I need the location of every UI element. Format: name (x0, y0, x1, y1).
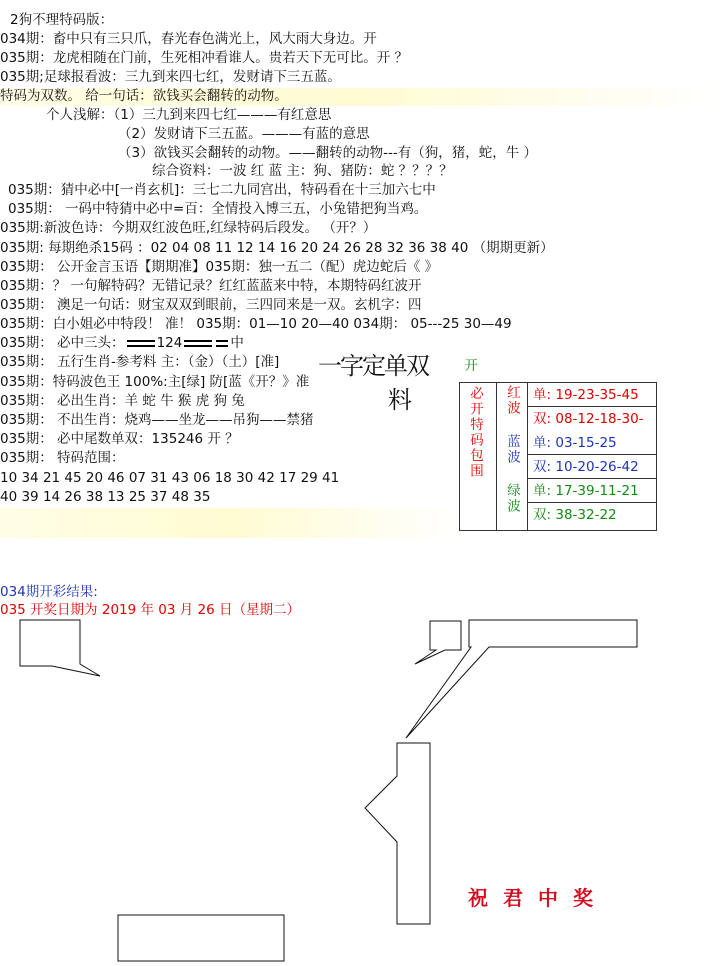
row-value: 10-20-26-42 (555, 458, 639, 475)
row-blue-double (528, 455, 656, 479)
text-line: 035期： 必中尾数单双：135246 开 ？ (0, 431, 239, 447)
row-label: 单: (533, 434, 552, 451)
text-line: 035期： 公开金言玉语【期期准】035期：独一五二（配）虎边蛇后《 》 (0, 259, 439, 275)
bar-icon (127, 340, 155, 347)
callout-arrow-shape (365, 743, 430, 924)
row-green-double (528, 503, 656, 527)
box-open-label: 开 (464, 358, 478, 374)
row-red-single (528, 383, 656, 407)
row-label: 双: (533, 506, 552, 523)
text-line: （3）欲钱买会翻转的动物。——翻转的动物---有（狗，猪，蛇，牛 ） (118, 145, 537, 161)
text-line: 特码为双数。 给一句话：欲钱买会翻转的动物。 (0, 88, 288, 104)
text-line: 综合资料：一波 红 蓝 主：狗、猪防：蛇 ？？？？ (152, 163, 453, 179)
text-line: 035期: 每期绝杀15码 ：02 04 08 11 12 14 16 20 24 26 28 32 36 38 40 （期期更新） (0, 240, 554, 256)
row-label: 双: (533, 458, 552, 475)
wave-green-label: 绿波 (504, 482, 520, 514)
text-line: 034期：畜中只有三只爪，春光春色满光上，风大雨大身边。开 (0, 31, 377, 47)
row-red-double (528, 407, 656, 431)
text-line-three-heads (0, 334, 244, 352)
must-open-cell (460, 382, 497, 530)
number-range-line: 10 34 21 45 20 46 07 31 43 06 18 30 42 17 29 41 (0, 470, 340, 486)
text-line: 035期： 必中三头： (0, 335, 125, 351)
wave-column (497, 382, 528, 530)
three-heads-end: 中 (230, 335, 244, 351)
row-value: 17-39-11-21 (555, 482, 639, 499)
row-value: 08-12-18-30- (555, 410, 644, 427)
box-open-cell (460, 350, 657, 382)
page-title: 2狗不理特码版： (10, 12, 114, 28)
text-line: 035期： 必出生肖：羊 蛇 牛 猴 虎 狗 兔 (0, 393, 245, 409)
text-line: 035期：龙虎相随在门前，生死相冲看谁人。贵若天下无可比。开 ？ (0, 50, 409, 66)
numbers-column (528, 382, 657, 530)
draw-date: 035 开奖日期为 2019 年 03 月 26 日（星期二） (0, 602, 301, 618)
callout-bubble-small (415, 621, 461, 664)
row-value: 38-32-22 (555, 506, 617, 523)
text-line: 035期： 澳足一句话：财宝双双到眼前，三四同来是一双。玄机字：四 (0, 297, 422, 313)
three-heads-mid: 124 (156, 335, 183, 351)
wave-blue-label: 蓝波 (504, 433, 520, 465)
text-line: 035期;足球报看波：三九到来四七红，发财请下三五蓝。 (0, 69, 341, 85)
row-label: 单: (533, 482, 552, 499)
blessing-text: 祝君中奖 (468, 886, 608, 910)
callout-box-bottom (118, 915, 284, 961)
prediction-box (459, 350, 657, 531)
stamp-line-1: 一字定单双 (318, 352, 428, 380)
text-line: 035期： 特码范围： (0, 450, 125, 466)
bar-icon (184, 340, 212, 347)
row-label: 单: (533, 386, 552, 403)
wave-red-label: 红波 (504, 384, 520, 416)
row-value: 19-23-35-45 (555, 386, 639, 403)
row-blue-single (528, 431, 656, 455)
callout-bubble-left (20, 620, 100, 676)
text-line: 035期： 五行生肖-参考料 主：（金）（土）[准] (0, 354, 280, 370)
row-value: 03-15-25 (555, 434, 617, 451)
text-line: 035期：特码波色王 100%:主[绿] 防[蓝《开？》准 (0, 374, 310, 390)
text-line: （2）发财请下三五蓝。———有蓝的意思 (118, 126, 370, 142)
row-green-single (528, 479, 656, 503)
text-line: 个人浅解：（1）三九到来四七红———有红意思 (46, 107, 332, 123)
row-label: 双: (533, 410, 552, 427)
text-line: 035期： 不出生肖：烧鸡——坐龙——吊狗——禁猪 (0, 412, 314, 428)
results-title: 034期开彩结果: (0, 584, 98, 600)
stamp-line-2: 料 (388, 386, 410, 414)
number-range-line: 40 39 14 26 38 13 25 37 48 35 (0, 489, 211, 505)
text-line: 035期：猜中必中[一肖玄机]：三七二九同宫出，特码看在十三加六七中 (8, 182, 436, 198)
must-open-label: 必开特码包围 (467, 385, 483, 479)
bar-icon (216, 340, 228, 347)
text-line: 035期： 一码中特猜中必中=百：全情投入博三五，小兔错把狗当鸡。 (8, 201, 428, 217)
callout-bubble-wide (406, 620, 637, 738)
text-line: 035期：白小姐必中特段！ 准！ 035期：01—10 20—40 034期： 05---25 30—49 (0, 316, 512, 332)
text-line: 035期：？ 一句解特码？无错记录？红红蓝蓝来中特，本期特码红波开 (0, 278, 422, 294)
text-line: 035期:新波色诗：今期双红波色旺,红绿特码后段发。 （开？） (0, 220, 377, 236)
